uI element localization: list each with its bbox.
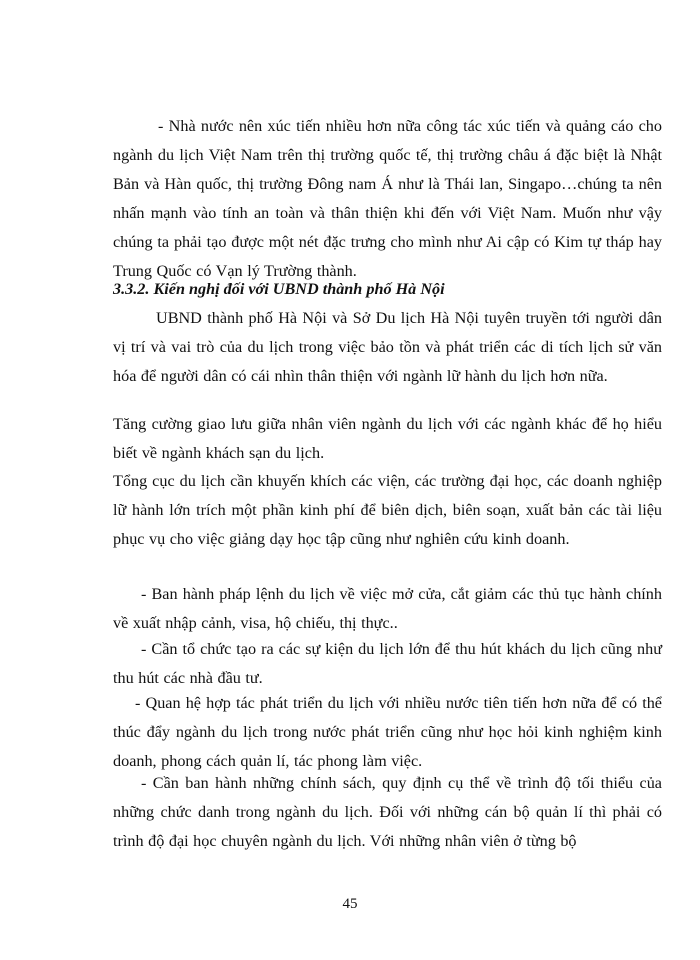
section-heading: 3.3.2. Kiến nghị đối với UBND thành phố Hà Nội: [113, 280, 445, 298]
paragraph-staff-exchange: Tăng cường giao lưu giữa nhân viên ngành du lịch với các ngành khác để họ hiểu biết về ngành khách sạn du lịch.: [113, 415, 662, 462]
paragraph-tourism-promotion: - Nhà nước nên xúc tiến nhiều hơn nữa công tác xúc tiến và quảng cáo cho ngành du lịch Việt Nam trên thị trường quốc tế, thị trường châu á đặc biệt là Nhật Bản và Hàn quốc, thị trường Đông nam Á như là Thái lan, Singapo…chúng ta nên nhấn mạnh vào tính an toàn và thân thiện khi đến với Việt Nam. Muốn như vậy chúng ta phải tạo được một nét đặc trưng cho mình như Ai cập có Kim tự tháp hay Trung Quốc có Vạn lý Trường thành.: [113, 117, 662, 280]
paragraph-qualification-policy: - Cần ban hành những chính sách, quy định cụ thể về trình độ tối thiểu của những chức danh trong ngành du lịch. Đối với những cán bộ quản lí thì phải có trình độ đại học chuyên ngành du lịch. Với những nhân viên ở từng bộ: [113, 774, 662, 850]
paragraph-tourism-events: - Cần tổ chức tạo ra các sự kiện du lịch lớn để thu hút khách du lịch cũng như thu hút các nhà đầu tư.: [113, 640, 662, 687]
paragraph-ubnd-propaganda: UBND thành phố Hà Nội và Sở Du lịch Hà Nội tuyên truyền tới người dân vị trí và vai trò của du lịch trong việc bảo tồn và phát triển các di tích lịch sử văn hóa để người dân có cái nhìn thân thiện với ngành lữ hành du lịch hơn nữa.: [113, 309, 662, 385]
paragraph-international-cooperation: - Quan hệ hợp tác phát triển du lịch với nhiều nước tiên tiến hơn nữa để có thể thúc đẩy ngành du lịch trong nước phát triển cũng như học hỏi kinh nghiệm kinh doanh, phong cách quản lí, tác phong làm việc.: [113, 694, 662, 770]
paragraph-tourism-ordinance: - Ban hành pháp lệnh du lịch về việc mở cửa, cắt giảm các thủ tục hành chính về xuất nhập cảnh, visa, hộ chiếu, thị thực..: [113, 585, 662, 632]
paragraph-tourism-department: Tổng cục du lịch cần khuyến khích các viện, các trường đại học, các doanh nghiệp lữ hành lớn trích một phần kinh phí để biên dịch, biên soạn, xuất bản các tài liệu phục vụ cho việc giảng dạy học tập cũng như nghiên cứu kinh doanh.: [113, 472, 662, 548]
page-number: 45: [342, 896, 358, 912]
